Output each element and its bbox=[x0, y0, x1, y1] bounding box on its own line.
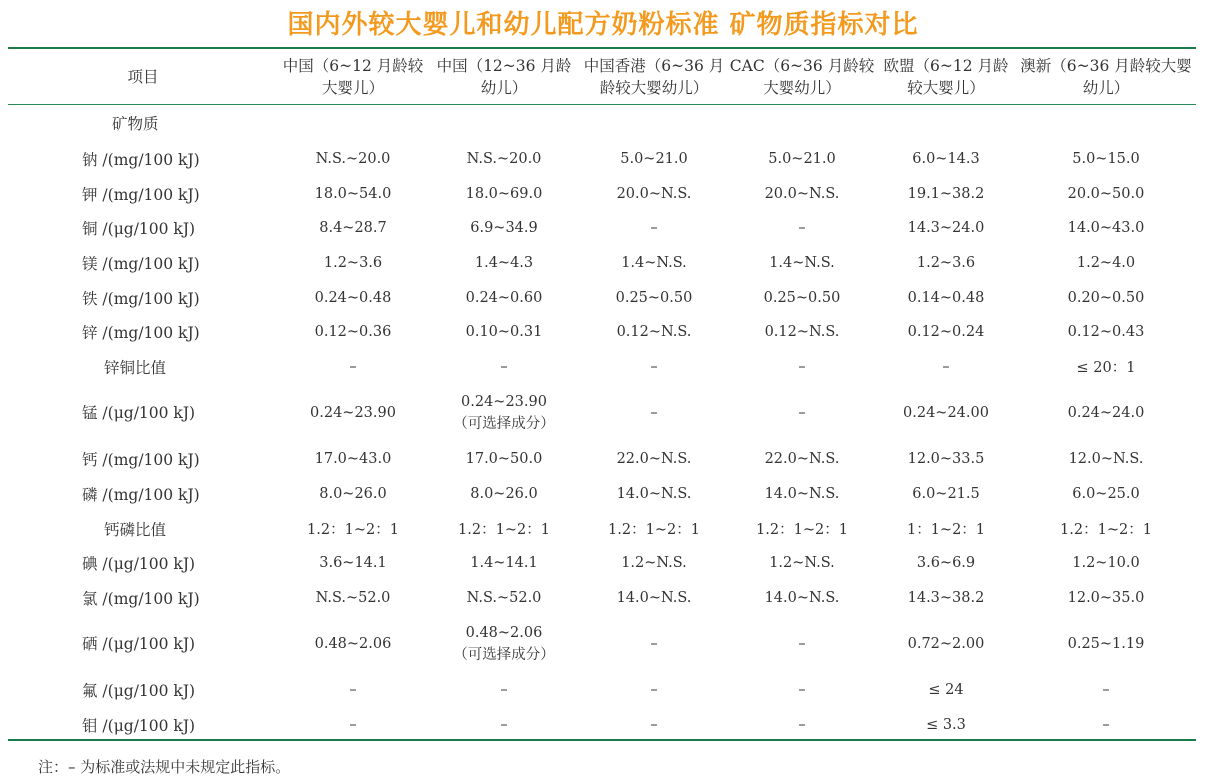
table-cell: 6.9~34.9 bbox=[470, 220, 538, 237]
table-cell: – bbox=[349, 682, 357, 699]
table-cell: 1.2：1~2：1 bbox=[756, 522, 848, 539]
table-cell: 0.12~0.36 bbox=[314, 324, 392, 341]
table-cell: – bbox=[798, 636, 806, 653]
table-row bbox=[8, 546, 1196, 581]
table-cell: – bbox=[1102, 682, 1110, 699]
table-cell: 8.4~28.7 bbox=[319, 220, 387, 237]
row-label: 铁 /(mg/100 kJ) bbox=[82, 289, 200, 308]
table-cell: 14.0~43.0 bbox=[1067, 220, 1145, 237]
table-cell: 14.0~N.S. bbox=[616, 589, 692, 606]
table-cell: 5.0~21.0 bbox=[620, 151, 688, 168]
row-label: 铜 /(μg/100 kJ) bbox=[82, 220, 196, 239]
header-item: 项目 bbox=[127, 68, 159, 86]
table-cell: N.S.~20.0 bbox=[466, 151, 542, 168]
table-cell: N.S.~52.0 bbox=[315, 589, 391, 606]
table-cell: 6.0~21.5 bbox=[912, 486, 980, 503]
table-cell: 14.0~N.S. bbox=[616, 486, 692, 503]
header-china-6-12: 中国（6~12 月龄较 大婴儿） bbox=[282, 57, 424, 97]
table-cell: 1.2~3.6 bbox=[323, 255, 383, 272]
row-label: 硒 /(μg/100 kJ) bbox=[82, 635, 196, 654]
category-label: 矿物质 bbox=[112, 115, 159, 133]
table-cell: 1.2：1~2：1 bbox=[458, 522, 550, 539]
table-cell: 0.12~N.S. bbox=[616, 324, 692, 341]
row-label: 钙 /(mg/100 kJ) bbox=[82, 451, 200, 470]
table-cell: – bbox=[1102, 717, 1110, 734]
table-cell: 5.0~21.0 bbox=[768, 151, 836, 168]
table-cell: 20.0~N.S. bbox=[764, 185, 840, 202]
table-cell: 3.6~14.1 bbox=[319, 555, 387, 572]
table-cell: 0.24~0.48 bbox=[314, 289, 392, 306]
table-cell: 1.2：1~2：1 bbox=[1060, 522, 1152, 539]
table-cell: 0.25~0.50 bbox=[763, 289, 841, 306]
table-cell: – bbox=[500, 717, 508, 734]
category-row bbox=[8, 104, 1196, 142]
header-eu: 欧盟（6~12 月龄 较大婴儿） bbox=[883, 57, 1009, 97]
table-cell: 0.48~2.06 bbox=[314, 636, 392, 653]
table-row bbox=[8, 477, 1196, 512]
table-cell: 0.12~N.S. bbox=[764, 324, 840, 341]
table-cell: 0.12~0.43 bbox=[1067, 324, 1145, 341]
table-cell: 1.2：1~2：1 bbox=[307, 522, 399, 539]
table-cell: 1.2~4.0 bbox=[1076, 255, 1136, 272]
table-cell: 12.0~33.5 bbox=[907, 451, 985, 468]
table-cell: – bbox=[500, 358, 508, 375]
row-label: 氯 /(mg/100 kJ) bbox=[82, 589, 200, 608]
table-cell: 0.24~24.00 bbox=[903, 405, 989, 422]
table-top-rule bbox=[8, 47, 1196, 49]
table-footnote: 注：– 为标准或法规中未规定此指标。 bbox=[38, 758, 291, 776]
row-label: 锌铜比值 bbox=[104, 358, 167, 377]
table-cell: 12.0~N.S. bbox=[1068, 451, 1144, 468]
optional-component-note: （可选择成分） bbox=[453, 647, 555, 664]
table-cell: 14.3~24.0 bbox=[907, 220, 985, 237]
table-cell: 0.25~0.50 bbox=[615, 289, 693, 306]
table-cell: 1.4~N.S. bbox=[621, 255, 687, 272]
table-cell: 14.3~38.2 bbox=[907, 589, 985, 606]
table-cell: – bbox=[798, 717, 806, 734]
table-cell: 17.0~43.0 bbox=[314, 451, 392, 468]
table-row bbox=[8, 384, 1196, 442]
table-cell: 5.0~15.0 bbox=[1072, 151, 1140, 168]
table-row bbox=[8, 315, 1196, 350]
table-cell: 6.0~14.3 bbox=[912, 151, 980, 168]
table-cell: 20.0~N.S. bbox=[616, 185, 692, 202]
row-label: 钾 /(mg/100 kJ) bbox=[82, 185, 200, 204]
table-cell: – bbox=[798, 220, 806, 237]
table-cell: 20.0~50.0 bbox=[1067, 185, 1145, 202]
table-row bbox=[8, 673, 1196, 708]
table-cell: 1.2~N.S. bbox=[621, 555, 687, 572]
table-cell: 0.10~0.31 bbox=[465, 324, 543, 341]
table-cell: – bbox=[650, 636, 658, 653]
table-cell: – bbox=[500, 682, 508, 699]
table-cell: 3.6~6.9 bbox=[916, 555, 976, 572]
table-cell: – bbox=[650, 682, 658, 699]
table-cell: 1.4~4.3 bbox=[474, 255, 534, 272]
header-hongkong: 中国香港（6~36 月 龄较大婴幼儿） bbox=[583, 57, 725, 97]
table-cell: 17.0~50.0 bbox=[465, 451, 543, 468]
table-row bbox=[8, 142, 1196, 177]
table-cell: 0.24~24.0 bbox=[1067, 405, 1145, 422]
table-row bbox=[8, 442, 1196, 477]
table-cell: 0.72~2.00 bbox=[907, 636, 985, 653]
table-cell: ≤ 3.3 bbox=[926, 717, 966, 734]
table-row bbox=[8, 350, 1196, 385]
row-label: 镁 /(mg/100 kJ) bbox=[82, 255, 200, 274]
header-cac: CAC（6~36 月龄较 大婴幼儿） bbox=[729, 57, 875, 97]
table-cell: 14.0~N.S. bbox=[764, 589, 840, 606]
table-cell: – bbox=[798, 405, 806, 422]
row-label: 钠 /(mg/100 kJ) bbox=[82, 151, 200, 170]
table-cell: 18.0~54.0 bbox=[314, 185, 392, 202]
table-cell: – bbox=[942, 358, 950, 375]
table-cell: 1.2~3.6 bbox=[916, 255, 976, 272]
table-cell: – bbox=[650, 358, 658, 375]
row-label: 锌 /(mg/100 kJ) bbox=[82, 324, 200, 343]
table-cell: 1.4~N.S. bbox=[769, 255, 835, 272]
table-row bbox=[8, 177, 1196, 212]
table-cell: ≤ 20：1 bbox=[1076, 360, 1136, 377]
header-china-12-36: 中国（12~36 月龄 幼儿） bbox=[436, 57, 572, 97]
header-anz: 澳新（6~36 月龄较大婴 幼儿） bbox=[1020, 57, 1192, 97]
table-cell: – bbox=[349, 717, 357, 734]
table-cell: 22.0~N.S. bbox=[616, 451, 692, 468]
table-cell: 0.24~0.60 bbox=[465, 289, 543, 306]
table-cell: 12.0~35.0 bbox=[1067, 589, 1145, 606]
table-row bbox=[8, 511, 1196, 546]
table-header-row bbox=[8, 50, 1196, 104]
row-label: 磷 /(mg/100 kJ) bbox=[82, 486, 200, 505]
table-row bbox=[8, 615, 1196, 673]
table-cell: 6.0~25.0 bbox=[1072, 486, 1140, 503]
table-cell: 0.20~0.50 bbox=[1067, 289, 1145, 306]
table-cell: 0.25~1.19 bbox=[1067, 636, 1145, 653]
table-cell: – bbox=[798, 358, 806, 375]
table-cell: 1.4~14.1 bbox=[470, 555, 538, 572]
table-row bbox=[8, 211, 1196, 246]
table-cell: 18.0~69.0 bbox=[465, 185, 543, 202]
table-cell: – bbox=[650, 717, 658, 734]
table-cell: 22.0~N.S. bbox=[764, 451, 840, 468]
row-label: 钙磷比值 bbox=[104, 520, 167, 539]
table-cell: 0.12~0.24 bbox=[907, 324, 985, 341]
table-cell: 1.2~10.0 bbox=[1072, 555, 1140, 572]
table-cell: – bbox=[798, 682, 806, 699]
table-cell: – bbox=[650, 405, 658, 422]
table-cell: 1：1~2：1 bbox=[906, 522, 986, 539]
row-label: 锰 /(μg/100 kJ) bbox=[82, 404, 196, 423]
table-row bbox=[8, 708, 1196, 743]
row-label: 钼 /(μg/100 kJ) bbox=[82, 717, 196, 736]
table-cell: 1.2：1~2：1 bbox=[608, 522, 700, 539]
row-label: 氟 /(μg/100 kJ) bbox=[82, 682, 196, 701]
page-title: 国内外较大婴儿和幼儿配方奶粉标准 矿物质指标对比 bbox=[287, 10, 919, 40]
table-cell: 1.2~N.S. bbox=[769, 555, 835, 572]
table-cell: N.S.~20.0 bbox=[315, 151, 391, 168]
table-cell: 0.24~23.90 bbox=[310, 405, 396, 422]
table-cell: ≤ 24 bbox=[928, 682, 964, 699]
table-cell: 0.48~2.06 （可选择成分） bbox=[453, 625, 555, 664]
table-cell: – bbox=[349, 358, 357, 375]
table-cell: 14.0~N.S. bbox=[764, 486, 840, 503]
row-label: 碘 /(μg/100 kJ) bbox=[82, 555, 196, 574]
table-cell: 19.1~38.2 bbox=[907, 185, 985, 202]
table-cell: 0.24~23.90 （可选择成分） bbox=[453, 394, 555, 433]
table-row bbox=[8, 246, 1196, 281]
minerals-comparison-table bbox=[8, 50, 1196, 742]
table-cell: – bbox=[650, 220, 658, 237]
optional-component-note: （可选择成分） bbox=[453, 416, 555, 433]
table-row bbox=[8, 581, 1196, 616]
table-row bbox=[8, 280, 1196, 315]
table-cell: 0.14~0.48 bbox=[907, 289, 985, 306]
table-cell: 8.0~26.0 bbox=[470, 486, 538, 503]
table-cell: 8.0~26.0 bbox=[319, 486, 387, 503]
table-cell: N.S.~52.0 bbox=[466, 589, 542, 606]
